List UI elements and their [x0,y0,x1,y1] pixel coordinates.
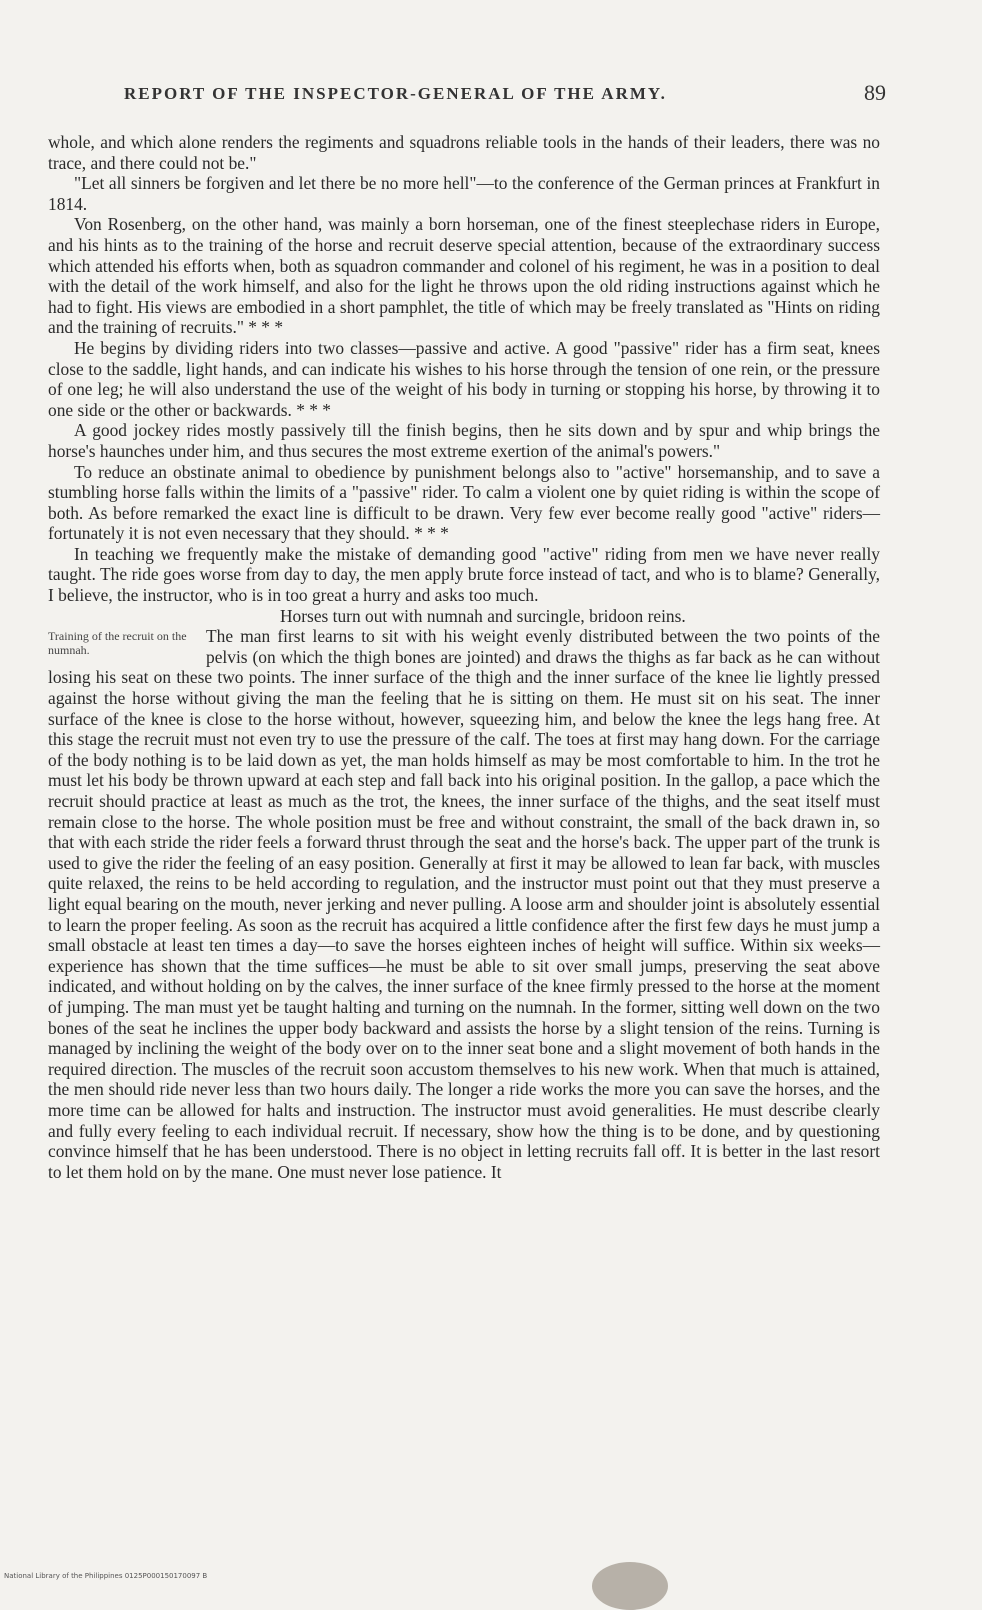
running-head: REPORT OF THE INSPECTOR-GENERAL OF THE ARMY. [124,84,667,103]
paragraph-6: To reduce an obstinate animal to obedience by punishment belongs also to "active" horsemanship, and to save a stumbling horse falls within the limits of a "passive" rider. To calm a violent one by quiet riding is within the scope of both. As before remarked the exact line is difficult to be drawn. Very few ever become really good "active" riders—fortunately it is not even necessary that they should. * * * [48,461,880,544]
page-number: 89 [864,80,886,105]
scanner-thumb-shadow [592,1562,668,1610]
paragraph-2: "Let all sinners be forgiven and let there be no more hell"—to the conference of the German princes at Frankfurt in 1814. [48,173,880,214]
scan-id: National Library of the Philippines 0125P000150170097 B [4,1572,208,1580]
paragraph-8: The man first learns to sit with his weight evenly distributed between the two points of the pelvis (on which the thigh bones are jointed) and draws the thighs as far back as he can without losing his seat on these two points. The inner surface of the thigh and the inner surface of the knee lie lightly pressed against the horse without giving the man the feeling that he is sitting on them. He must sit on his seat. The inner surface of the knee is close to the horse without, however, squeezing him, and below the knee the legs hang free. At this stage the recruit must not even try to use the pressure of the calf. The toes at first may hang down. For the carriage of the body nothing is to be laid down as yet, the man holds himself as may be most comfortable to him. In the trot he must let his body be thrown upward at each step and fall back into his original position. In the gallop, a pace which the recruit should practice at least as much as the trot, the knees, the inner surface of the thighs, and the seat itself must remain close to the horse. The whole position must be free and without constraint, the small of the back drawn in, so that with each stride the rider feels a forward thrust through the seat and the horse's back. The upper part of the trunk is used to give the rider the feeling of an easy position. Generally at first it may be allowed to lean far back, with muscles quite relaxed, the reins to be held according to regulation, and the instructor must point out that they must preserve a light equal bearing on the mouth, never jerking and never pulling. A loose arm and shoulder joint is absolutely essential to learn the proper feeling. As soon as the recruit has acquired a little confidence after the first few days he must jump a small obstacle at least ten times a day—to save the horses eighteen inches of height will suffice. Within six weeks—experience has shown that the time suffices—he must be able to sit over small jumps, preserving the seat above indicated, and without holding on by the calves, the inner surface of the knee firmly pressed to the horse at the moment of jumping. The man must yet be taught halting and turning on the numnah. In the former, sitting well down on the two bones of the seat he inclines the upper body backward and assists the horse by a slight tension of the reins. Turning is managed by inclining the weight of the body over on to the inner seat bone and a slight movement of both hands in the required direction. The muscles of the recruit soon accustom themselves to his new work. When that much is attained, the men should ride never less than two hours daily. The longer a ride works the more you can save the horses, and the more time can be allowed for halts and instruction. The instructor must avoid generalities. He must describe clearly and fully every feeling to each individual recruit. If necessary, show how the thing is to be done, and by questioning convince himself that he has been understood. There is no object in letting recruits fall off. It is better in the last resort to let them hold on by the mane. One must never lose patience. It [48,626,880,1182]
paragraph-3: Von Rosenberg, on the other hand, was mainly a born horseman, one of the finest steeplechase riders in Europe, and his hints as to the training of the horse and recruit deserve special attention, because of the extraordinary success which attended his efforts when, both as squadron commander and colonel of his regiment, he was in a position to deal with the detail of the work himself, and also for the light he throws upon the old riding instructions against which he had to fight. His views are embodied in a short pamphlet, the title of which may be freely translated as "Hints on riding and the training of recruits." * * * [48,214,880,338]
page-header [92,80,892,118]
margin-note: Training of the recruit on the numnah. [48,629,187,658]
body-text [48,132,880,1182]
paragraph-1: whole, and which alone renders the regiments and squadrons reliable tools in the hands of their leaders, there was no trace, and there could not be." [48,132,880,173]
paragraph-5: A good jockey rides mostly passively till the finish begins, then he sits down and by spur and whip brings the horse's haunches under him, and thus secures the most extreme exertion of the animal's powers." [48,420,880,461]
paragraph-8-lead: Horses turn out with numnah and surcingle, bridoon reins. [280,605,686,626]
paragraph-4: He begins by dividing riders into two classes—passive and active. A good "passive" rider has a firm seat, knees close to the saddle, light hands, and can indicate his wishes to his horse through the tension of one rein, or the pressure of one leg; he will also understand the use of the weight of his body in turning or stopping his horse, by throwing it to one side or the other or backwards. * * * [48,337,880,420]
paragraph-7: In teaching we frequently make the mistake of demanding good "active" riding from men we have never really taught. The ride goes worse from day to day, the men apply brute force instead of tact, and who is to blame? Generally, I believe, the instructor, who is in too great a hurry and asks too much. [48,543,880,606]
